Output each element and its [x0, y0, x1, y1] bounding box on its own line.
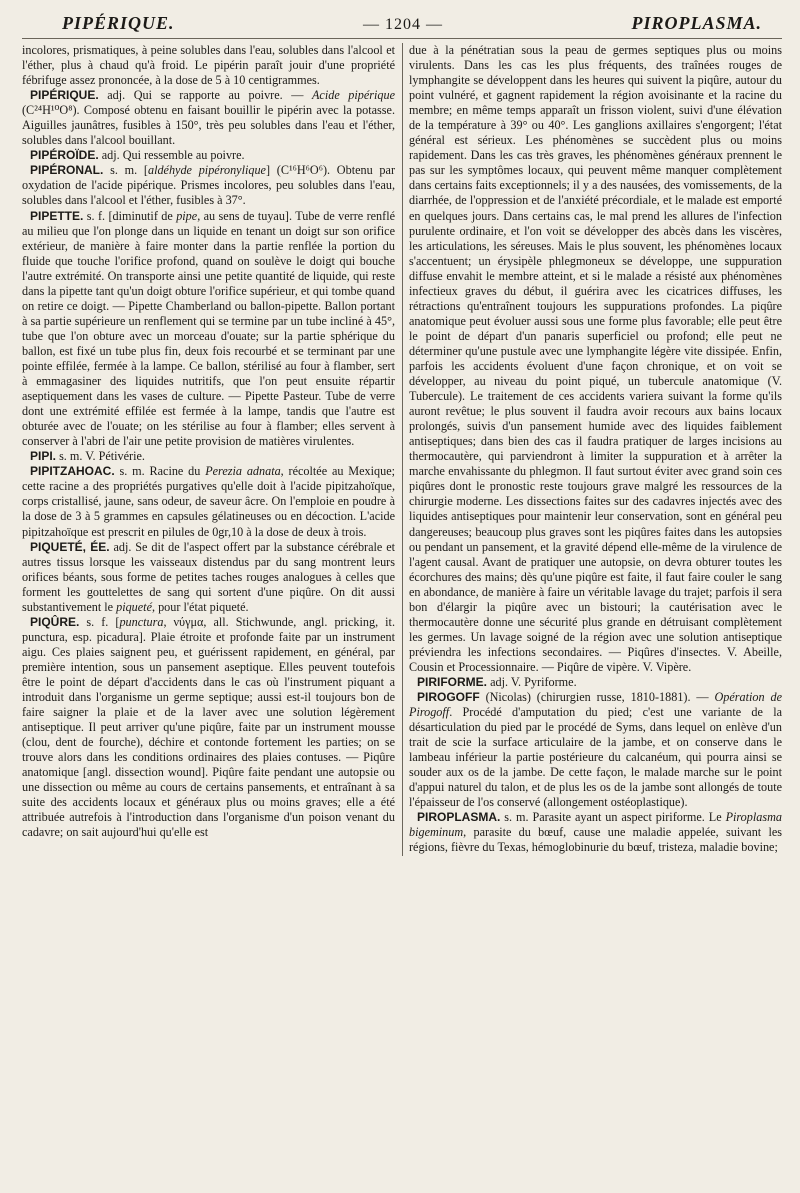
- dictionary-entry: [22, 540, 395, 615]
- entry-text: ] (C¹⁶H⁶O⁶). Obtenu par oxydation de l'acide pipérique. Prismes incolores, peu solubles dans l'eau, solubles dans l'alcool et l'éther, fusibles à 37°.: [22, 163, 395, 208]
- dictionary-entry: [22, 615, 395, 841]
- entry-text: s. m. Racine du: [114, 464, 206, 479]
- continued-paragraph: [409, 43, 782, 675]
- entry-italic-term: Perezia adnata: [205, 464, 281, 479]
- left-column: [22, 43, 395, 856]
- dictionary-entry: [22, 449, 395, 464]
- entry-italic-term: Acide pipérique: [311, 88, 395, 103]
- entry-italic-term: punctura: [119, 614, 164, 629]
- entry-headword: PIRIFORME.: [417, 674, 488, 689]
- entry-headword: PIPÉROÏDE.: [30, 148, 99, 163]
- dictionary-entry: [22, 209, 395, 450]
- entry-text: , récoltée au Mexique; cette racine a des propriétés purgatives qu'elle doit à l'acide pipitzahoïque, corps cristallisé, jaune, sans odeur, de saveur âcre. On l'emploie en poudre à la dose de 3 à 5 grammes en capsules gélatineuses ou en décoction. L'acide pipitzahoïque est prescrit en pilules de 0gr,10 à la dose de deux à trois.: [22, 464, 395, 539]
- entry-text: s. m. [: [103, 163, 148, 178]
- dictionary-entry: [22, 163, 395, 208]
- entry-headword: PIPETTE.: [30, 208, 84, 223]
- entry-text: (Nicolas) (chirurgien russe, 1810-1881). —: [479, 690, 715, 705]
- entry-headword: PIQUETÉ, ÉE.: [30, 539, 110, 554]
- header-right-guideword: PIROPLASMA.: [631, 13, 762, 33]
- text-columns: [22, 43, 782, 856]
- entry-headword: PIROPLASMA.: [417, 810, 501, 825]
- entry-headword: PIPITZAHOAC.: [30, 464, 115, 479]
- running-head: [22, 8, 782, 39]
- entry-text: , parasite du bœuf, cause une maladie appelée, suivant les régions, fièvre du Texas, hémoglobinurie du bœuf, tristeza, maladie bovine;: [409, 825, 782, 855]
- entry-text: s. m. Parasite ayant un aspect piriforme. Le: [500, 810, 726, 825]
- entry-text: Pétivérie.: [98, 449, 145, 464]
- entry-text: adj. Se dit de l'aspect offert par la substance cérébrale et autres tissus lorsque les vaisseaux distendus par du sang montrent leurs orifices béants, sous forme de petites taches rouges analogues à celles que forment les gouttelettes de sang qui sortent d'une piqûre. On dit aussi substantivement le: [22, 539, 395, 614]
- entry-italic-term: pipe: [176, 208, 198, 223]
- entry-headword: PIROGOFF: [417, 690, 480, 705]
- paragraph-text: due à la pénétratian sous la peau de germes septiques plus ou moins virulents. Dans les cas les plus fréquents, des traînées rouges de lymphangite se développent dans les heures qui suivent la piqûre, autour du point vulnéré, et gagnent rapidement la région avoisinante et la racine du membre; en même temps apparaît un frisson violent, suivi d'une élévation de la température à 39° ou 40°. Les ganglions axillaires s'engorgent; l'état général est sérieux. Les phénomènes se succèdent plus ou moins rapidement. Dans les cas très graves, les phénomènes généraux prennent le pas sur les symptômes locaux, qui peuvent même manquer complètement dans certains faits exceptionnels; il y a des nausées, des vomissements, de la diarrhée, de l'oppression et de l'anxiété précordiale, et le malade est emporté en quelques jours. Dans certains cas, le mal prend les allures de l'infection purulente ordinaire, et l'on voit se développer des abcès dans les viscères, les articulations, les séreuses. Mais le plus souvent, les phénomènes locaux s'accentuent; un érysipèle phlegmoneux se développe, une suppuration diffuse envahit le membre atteint, et si le malade a résisté aux phénomènes infectieux graves du début, il guérira avec les cicatrices diffuses, les rétractions qu'entraînent toujours les suppurations profondes. La piqûre anatomique peut évoluer aussi sous une forme plus favorable; elle peut être le point de départ d'un panaris superficiel ou profond; elle peut ne déterminer qu'une pustule avec une lymphangite légère vite dissipée. Enfin, parfois les accidents évoluent d'une façon chronique, et on voit se développer, au niveau du point piqué, un tubercule anatomique (V. Tubercule). Le traitement de ces accidents variera suivant la forme qu'ils auront revêtue; le plus souvent il faudra avoir recours aux bains locaux prolongés, suivis d'un pansement humide avec des liquides faiblement antiseptiques; dans bien des cas il faudra pratiquer de larges incisions au thermocautère, qui parviendront à limiter la suppuration et à arrêter la marche envahissante du phlegmon. Il faut surtout éviter avec grand soin ces piqûres dont le pronostic reste toujours grave malgré les ressources de la chirurgie moderne. Les dissections faites sur des cadavres injectés avec des liquides antiseptiques pour maintenir leur conservation, sont en général peu dangereuses; beaucoup plus graves sont les piqûres faites dans les autopsies ou pendant un pansement, et la gravité dépend elle-même de la virulence de l'agent causal. Avant de pratiquer une autopsie, on devra obturer toutes les écorchures des mains; dès qu'une piqûre est faite, il faut faire couler le sang en abondance, de manière à faire un véritable lavage du trajet; parfois il sera bon d'élargir la piqûre avec un bistouri; la cautérisation avec le thermocautère donne une sécurité plus grande en détruisant complètement les germes. Un lavage soigné de la région avec une solution antiseptique préviendra les infections secondaires. — Piqûres d'insectes. V. Abeille, Cousin et Processionnaire. — Piqûre de vipère. V. Vipère.: [409, 43, 782, 674]
- header-left-guideword: PIPÉRIQUE.: [62, 13, 175, 33]
- dictionary-entry: [22, 464, 395, 539]
- entry-text: adj. Qui se rapporte au poivre. —: [98, 88, 312, 103]
- column-divider: [402, 43, 403, 856]
- entry-text: s. f. [diminutif de: [83, 208, 177, 223]
- dictionary-entry: [409, 810, 782, 855]
- entry-text: s. f. [: [79, 614, 120, 629]
- entry-text: . Procédé d'amputation du pied; c'est une variante de la désarticulation du pied par le procédé de Syms, dans lequel on enlève d'un trait de scie la surface articulaire de la jambe, et on conserve dans le lambeau inférieur la partie postérieure du calcanéum, qui pourra ainsi se souder aux os de la jambe. De cette façon, le malade marche sur le point d'appui naturel du talon, et de plus les os de la jambe sont allongés de toute l'épaisseur de l'os conservé (allongement ostéoplastique).: [409, 705, 782, 810]
- page-number: — 1204 —: [362, 16, 443, 33]
- entry-text: , pour l'état piqueté.: [151, 599, 249, 614]
- entry-headword: PIPÉRIQUE.: [30, 88, 99, 103]
- entry-text: Pyriforme.: [524, 674, 577, 689]
- entry-italic-term: Piroplasma bigeminum: [409, 810, 782, 840]
- entry-text: adj. V.: [487, 674, 525, 689]
- dictionary-entry: [22, 148, 395, 163]
- entry-italic-term: piqueté: [116, 599, 152, 614]
- entry-headword: PIPÉRONAL.: [30, 163, 104, 178]
- dictionary-entry: [409, 675, 782, 690]
- entry-text: (C²⁴H¹⁰O⁸). Composé obtenu en faisant bouillir le pipérin avec la potasse. Aiguilles jaunâtres, fusibles à 150°, très peu solubles dans l'eau et l'éther, solubles dans l'alcool bouillant.: [22, 103, 395, 148]
- entry-text: , au sens de tuyau]. Tube de verre renflé au milieu que l'on plonge dans un liquide en tenant un doigt sur son orifice extérieur, de manière à faire monter dans la partie renflée la portion du fluide que touche l'orifice profond, quand on soulève le doigt qui bouche l'autre extrémité. On transporte ainsi une petite quantité de liquide, qui reste dans la pipette tant qu'un doigt obture l'orifice supérieur, et qui tombe quand on retire ce doigt. — Pipette Chamberland ou ballon-pipette. Ballon portant à sa partie supérieure un renflement qui se termine par un tube incliné à 45°, tube que l'on obture avec un morceau d'ouate; sur la partie sphérique du ballon, est fixé un tube plus fin, deux fois recourbé et se terminant par une pointe effilée, fermée à la lampe. Ce ballon, stérilisé au four à flamber, sert à emmagasiner des liquides nutritifs, que l'on peut ensuite répartir aseptiquement dans les vases de culture. — Pipette Pasteur. Tube de verre dont une extrémité effilée est fermée à la lampe, tandis que l'autre est obturée avec de l'ouate; on les stérilise au four à flamber; elles servent à conserver à l'abri de l'air une petite provision de matières virulentes.: [22, 208, 395, 449]
- right-column: [409, 43, 782, 856]
- continued-paragraph: [22, 43, 395, 88]
- entry-headword: PIPI.: [30, 449, 57, 464]
- entry-text: s. m. V.: [56, 449, 99, 464]
- dictionary-entry: [22, 88, 395, 148]
- paragraph-text: incolores, prismatiques, à peine solubles dans l'eau, solubles dans l'alcool et l'éther, plus à chaud qu'à froid. Le pipérin paraît jouir d'une propriété fébrifuge assez prononcée, à la dose de 5 à 10 centigrammes.: [22, 43, 395, 88]
- entry-headword: PIQÛRE.: [30, 614, 80, 629]
- entry-italic-term: aldéhyde pipéronylique: [147, 163, 266, 178]
- dictionary-entry: [409, 690, 782, 810]
- entry-text: adj. Qui ressemble au poivre.: [98, 148, 245, 163]
- entry-text: , νύγμα, all. Stichwunde, angl. pricking, it. punctura, esp. picadura]. Plaie étroite et profonde faite par un instrument aigu. Ces plaies saignent peu, et guérissent rapidement, en général, par première intention, sous un pansement aseptique. Elles peuvent toutefois être le point de départ d'accidents dans le cas où l'instrument piquant a introduit dans l'organisme un germe septique; aussi est-il toujours bon de faire saigner la plaie et de la laver avec une solution légèrement antiseptique. Il peut arriver qu'une piqûre, faite par un instrument mousse (clou, dent de fourche), déchire et contonde fortement les parties; on se trouve alors dans les conditions ordinaires des plaies contuses. — Piqûre anatomique [angl. dissection wound]. Piqûre faite pendant une autopsie ou une dissection ou même au cours de certains pansements, et entraînant à sa suite des accidents locaux et généraux plus ou moins graves; elle a été attribuée autrefois à l'introduction dans l'organisme d'un poison venant du cadavre; on sait aujourd'hui qu'elle est: [22, 614, 395, 840]
- entry-italic-term: Opération de Pirogoff: [409, 690, 782, 720]
